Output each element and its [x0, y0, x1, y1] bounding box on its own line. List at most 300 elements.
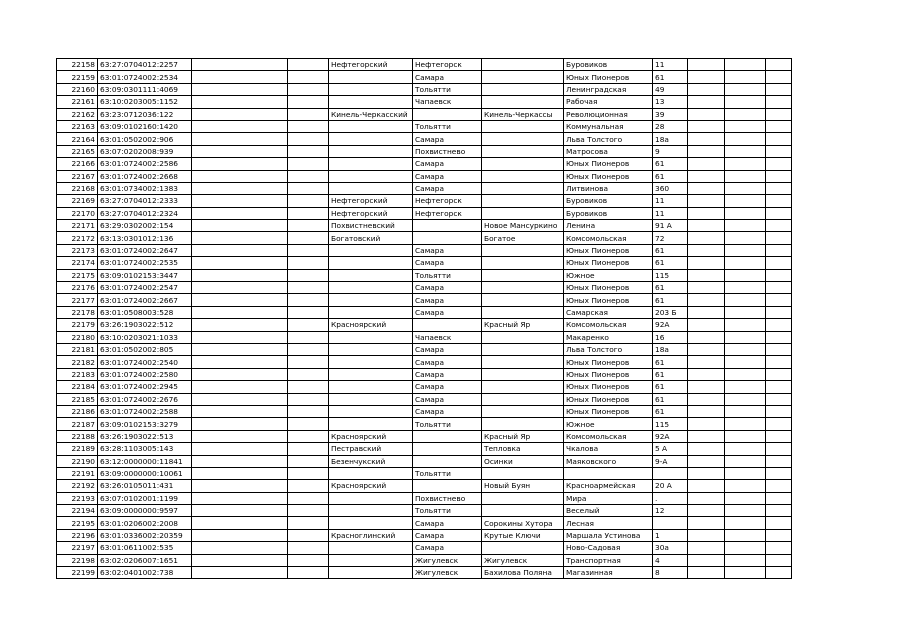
- cadastral-number-cell: 63:13:0301012:136: [98, 232, 192, 244]
- col-d-cell: [288, 542, 329, 554]
- settlement-cell: [482, 331, 564, 343]
- col-c-cell: [192, 418, 288, 430]
- col-d-cell: [288, 96, 329, 108]
- col-l-cell: [766, 393, 792, 405]
- street-cell: Революционная: [564, 108, 653, 120]
- house-cell: 11: [653, 195, 688, 207]
- table-row: [57, 405, 792, 417]
- district-cell: Красноярский: [329, 480, 413, 492]
- table-row: [57, 529, 792, 541]
- street-cell: Юных Пионеров: [564, 368, 653, 380]
- col-l-cell: [766, 381, 792, 393]
- col-d-cell: [288, 59, 329, 71]
- street-cell: Юных Пионеров: [564, 294, 653, 306]
- settlement-cell: [482, 133, 564, 145]
- house-cell: 28: [653, 120, 688, 132]
- table-row: [57, 480, 792, 492]
- col-j-cell: [688, 294, 725, 306]
- cadastral-number-cell: 63:27:0704012:2333: [98, 195, 192, 207]
- district-cell: [329, 405, 413, 417]
- city-cell: Самара: [413, 306, 482, 318]
- city-cell: Нефтегорск: [413, 195, 482, 207]
- settlement-cell: Красный Яр: [482, 319, 564, 331]
- col-j-cell: [688, 282, 725, 294]
- cadastral-number-cell: 63:01:0734002:1383: [98, 182, 192, 194]
- row-number-cell: 22185: [57, 393, 98, 405]
- house-cell: 5 А: [653, 443, 688, 455]
- col-k-cell: [725, 529, 766, 541]
- col-j-cell: [688, 71, 725, 83]
- col-c-cell: [192, 170, 288, 182]
- col-k-cell: [725, 405, 766, 417]
- col-k-cell: [725, 418, 766, 430]
- col-c-cell: [192, 306, 288, 318]
- col-d-cell: [288, 170, 329, 182]
- col-c-cell: [192, 480, 288, 492]
- house-cell: 61: [653, 405, 688, 417]
- cadastral-number-cell: 63:01:0724002:2535: [98, 257, 192, 269]
- house-cell: 12: [653, 505, 688, 517]
- col-c-cell: [192, 505, 288, 517]
- city-cell: Самара: [413, 257, 482, 269]
- city-cell: Тольятти: [413, 269, 482, 281]
- col-j-cell: [688, 467, 725, 479]
- cadastral-number-cell: 63:09:0000000:10061: [98, 467, 192, 479]
- row-number-cell: 22168: [57, 182, 98, 194]
- col-k-cell: [725, 232, 766, 244]
- row-number-cell: 22172: [57, 232, 98, 244]
- district-cell: [329, 182, 413, 194]
- cadastral-number-cell: 63:01:0611002:535: [98, 542, 192, 554]
- street-cell: Транспортная: [564, 554, 653, 566]
- col-l-cell: [766, 505, 792, 517]
- district-cell: [329, 517, 413, 529]
- col-l-cell: [766, 542, 792, 554]
- col-c-cell: [192, 244, 288, 256]
- house-cell: 1: [653, 529, 688, 541]
- col-d-cell: [288, 480, 329, 492]
- col-c-cell: [192, 59, 288, 71]
- col-d-cell: [288, 207, 329, 219]
- house-cell: 39: [653, 108, 688, 120]
- col-l-cell: [766, 529, 792, 541]
- col-l-cell: [766, 455, 792, 467]
- row-number-cell: 22170: [57, 207, 98, 219]
- house-cell: 16: [653, 331, 688, 343]
- settlement-cell: [482, 356, 564, 368]
- row-number-cell: 22182: [57, 356, 98, 368]
- district-cell: [329, 170, 413, 182]
- district-cell: [329, 393, 413, 405]
- col-d-cell: [288, 108, 329, 120]
- house-cell: 18а: [653, 343, 688, 355]
- district-cell: Красноглинский: [329, 529, 413, 541]
- city-cell: Нефтегорск: [413, 59, 482, 71]
- col-l-cell: [766, 59, 792, 71]
- district-cell: [329, 158, 413, 170]
- row-number-cell: 22181: [57, 343, 98, 355]
- district-cell: [329, 83, 413, 95]
- city-cell: Самара: [413, 244, 482, 256]
- settlement-cell: [482, 368, 564, 380]
- street-cell: Юных Пионеров: [564, 71, 653, 83]
- col-d-cell: [288, 220, 329, 232]
- district-cell: [329, 492, 413, 504]
- row-number-cell: 22194: [57, 505, 98, 517]
- city-cell: Самара: [413, 529, 482, 541]
- col-j-cell: [688, 517, 725, 529]
- col-j-cell: [688, 170, 725, 182]
- row-number-cell: 22179: [57, 319, 98, 331]
- col-c-cell: [192, 294, 288, 306]
- row-number-cell: 22189: [57, 443, 98, 455]
- settlement-cell: [482, 195, 564, 207]
- house-cell: 203 Б: [653, 306, 688, 318]
- col-l-cell: [766, 71, 792, 83]
- col-c-cell: [192, 257, 288, 269]
- col-k-cell: [725, 170, 766, 182]
- house-cell: 61: [653, 257, 688, 269]
- district-cell: Богатовский: [329, 232, 413, 244]
- settlement-cell: [482, 405, 564, 417]
- cadastral-number-cell: 63:10:0203005:1152: [98, 96, 192, 108]
- col-l-cell: [766, 467, 792, 479]
- settlement-cell: [482, 343, 564, 355]
- row-number-cell: 22184: [57, 381, 98, 393]
- col-j-cell: [688, 133, 725, 145]
- table-row: [57, 71, 792, 83]
- col-k-cell: [725, 83, 766, 95]
- city-cell: Самара: [413, 517, 482, 529]
- col-c-cell: [192, 120, 288, 132]
- city-cell: Нефтегорск: [413, 207, 482, 219]
- cadastral-number-cell: 63:01:0336002:20359: [98, 529, 192, 541]
- district-cell: [329, 306, 413, 318]
- row-number-cell: 22196: [57, 529, 98, 541]
- col-k-cell: [725, 133, 766, 145]
- col-l-cell: [766, 195, 792, 207]
- district-cell: [329, 554, 413, 566]
- col-k-cell: [725, 319, 766, 331]
- city-cell: [413, 232, 482, 244]
- col-d-cell: [288, 368, 329, 380]
- city-cell: [413, 430, 482, 442]
- city-cell: Жигулевск: [413, 567, 482, 579]
- district-cell: [329, 368, 413, 380]
- street-cell: Макаренко: [564, 331, 653, 343]
- cadastral-number-cell: 63:27:0704012:2257: [98, 59, 192, 71]
- settlement-cell: [482, 294, 564, 306]
- table-row: [57, 257, 792, 269]
- col-c-cell: [192, 405, 288, 417]
- house-cell: 8: [653, 567, 688, 579]
- cadastral-number-cell: 63:02:0206007:1651: [98, 554, 192, 566]
- district-cell: [329, 133, 413, 145]
- city-cell: [413, 455, 482, 467]
- street-cell: Лесная: [564, 517, 653, 529]
- col-j-cell: [688, 158, 725, 170]
- table-row: [57, 393, 792, 405]
- house-cell: 91 А: [653, 220, 688, 232]
- cadastral-number-cell: 63:26:1903022:513: [98, 430, 192, 442]
- col-l-cell: [766, 319, 792, 331]
- col-j-cell: [688, 418, 725, 430]
- col-c-cell: [192, 492, 288, 504]
- table-row: [57, 356, 792, 368]
- settlement-cell: [482, 393, 564, 405]
- col-l-cell: [766, 220, 792, 232]
- col-j-cell: [688, 542, 725, 554]
- table-row: [57, 133, 792, 145]
- house-cell: 61: [653, 381, 688, 393]
- row-number-cell: 22174: [57, 257, 98, 269]
- col-l-cell: [766, 170, 792, 182]
- house-cell: 20 А: [653, 480, 688, 492]
- col-d-cell: [288, 381, 329, 393]
- row-number-cell: 22171: [57, 220, 98, 232]
- cadastral-number-cell: 63:27:0704012:2324: [98, 207, 192, 219]
- district-cell: [329, 71, 413, 83]
- col-k-cell: [725, 96, 766, 108]
- col-c-cell: [192, 567, 288, 579]
- col-d-cell: [288, 133, 329, 145]
- house-cell: 9: [653, 145, 688, 157]
- col-l-cell: [766, 232, 792, 244]
- col-d-cell: [288, 195, 329, 207]
- settlement-cell: [482, 145, 564, 157]
- col-c-cell: [192, 443, 288, 455]
- row-number-cell: 22161: [57, 96, 98, 108]
- col-d-cell: [288, 492, 329, 504]
- house-cell: 30а: [653, 542, 688, 554]
- settlement-cell: [482, 306, 564, 318]
- col-k-cell: [725, 244, 766, 256]
- district-cell: [329, 145, 413, 157]
- street-cell: Магазинная: [564, 567, 653, 579]
- row-number-cell: 22165: [57, 145, 98, 157]
- house-cell: 115: [653, 418, 688, 430]
- street-cell: Матросова: [564, 145, 653, 157]
- col-l-cell: [766, 567, 792, 579]
- district-cell: [329, 294, 413, 306]
- city-cell: Чапаевск: [413, 96, 482, 108]
- cadastral-number-cell: 63:01:0724002:2580: [98, 368, 192, 380]
- cadastral-number-cell: 63:07:0202008:939: [98, 145, 192, 157]
- table-row: [57, 195, 792, 207]
- col-k-cell: [725, 207, 766, 219]
- settlement-cell: [482, 71, 564, 83]
- settlement-cell: [482, 59, 564, 71]
- cadastral-number-cell: 63:12:0000000:11841: [98, 455, 192, 467]
- city-cell: [413, 443, 482, 455]
- cadastral-number-cell: 63:01:0724002:2540: [98, 356, 192, 368]
- col-j-cell: [688, 83, 725, 95]
- col-j-cell: [688, 492, 725, 504]
- city-cell: Самара: [413, 356, 482, 368]
- col-j-cell: [688, 455, 725, 467]
- district-cell: [329, 282, 413, 294]
- col-k-cell: [725, 467, 766, 479]
- street-cell: Комсомольская: [564, 232, 653, 244]
- row-number-cell: 22188: [57, 430, 98, 442]
- col-l-cell: [766, 517, 792, 529]
- table-row: [57, 517, 792, 529]
- house-cell: 61: [653, 368, 688, 380]
- col-l-cell: [766, 306, 792, 318]
- row-number-cell: 22177: [57, 294, 98, 306]
- cadastral-number-cell: 63:01:0502002:906: [98, 133, 192, 145]
- col-l-cell: [766, 96, 792, 108]
- col-d-cell: [288, 343, 329, 355]
- table-row: [57, 567, 792, 579]
- district-cell: [329, 331, 413, 343]
- col-d-cell: [288, 455, 329, 467]
- city-cell: [413, 220, 482, 232]
- col-c-cell: [192, 554, 288, 566]
- cadastral-number-cell: 63:01:0724002:2668: [98, 170, 192, 182]
- street-cell: Литвинова: [564, 182, 653, 194]
- settlement-cell: [482, 542, 564, 554]
- house-cell: 11: [653, 207, 688, 219]
- table-row: [57, 232, 792, 244]
- col-d-cell: [288, 232, 329, 244]
- district-cell: [329, 120, 413, 132]
- col-l-cell: [766, 158, 792, 170]
- cadastral-number-cell: 63:09:0102153:3279: [98, 418, 192, 430]
- col-k-cell: [725, 182, 766, 194]
- table-row: [57, 59, 792, 71]
- cadastral-number-cell: 63:26:0105011:431: [98, 480, 192, 492]
- col-j-cell: [688, 554, 725, 566]
- row-number-cell: 22163: [57, 120, 98, 132]
- district-cell: [329, 269, 413, 281]
- cadastral-number-cell: 63:09:0102153:3447: [98, 269, 192, 281]
- col-c-cell: [192, 542, 288, 554]
- col-j-cell: [688, 480, 725, 492]
- district-cell: Нефтегорский: [329, 207, 413, 219]
- table-row: [57, 244, 792, 256]
- cadastral-number-cell: 63:01:0724002:2945: [98, 381, 192, 393]
- table-row: [57, 182, 792, 194]
- city-cell: Самара: [413, 542, 482, 554]
- col-d-cell: [288, 306, 329, 318]
- col-d-cell: [288, 319, 329, 331]
- cadastral-number-cell: 63:01:0502002:805: [98, 343, 192, 355]
- table-row: [57, 294, 792, 306]
- city-cell: Тольятти: [413, 418, 482, 430]
- street-cell: Буровиков: [564, 207, 653, 219]
- col-k-cell: [725, 492, 766, 504]
- col-l-cell: [766, 83, 792, 95]
- table-row: [57, 120, 792, 132]
- col-d-cell: [288, 269, 329, 281]
- table-row: [57, 220, 792, 232]
- col-k-cell: [725, 368, 766, 380]
- col-j-cell: [688, 96, 725, 108]
- street-cell: Юных Пионеров: [564, 244, 653, 256]
- col-k-cell: [725, 480, 766, 492]
- house-cell: 115: [653, 269, 688, 281]
- col-l-cell: [766, 368, 792, 380]
- col-c-cell: [192, 133, 288, 145]
- col-c-cell: [192, 269, 288, 281]
- street-cell: Льва Толстого: [564, 133, 653, 145]
- cadastral-number-cell: 63:07:0102001:1199: [98, 492, 192, 504]
- city-cell: Тольятти: [413, 120, 482, 132]
- district-cell: Красноярский: [329, 430, 413, 442]
- row-number-cell: 22159: [57, 71, 98, 83]
- row-number-cell: 22186: [57, 405, 98, 417]
- row-number-cell: 22199: [57, 567, 98, 579]
- table-row: [57, 542, 792, 554]
- col-l-cell: [766, 120, 792, 132]
- city-cell: Самара: [413, 368, 482, 380]
- district-cell: [329, 381, 413, 393]
- cadastral-number-cell: 63:09:0000000:9597: [98, 505, 192, 517]
- house-cell: 61: [653, 158, 688, 170]
- col-k-cell: [725, 59, 766, 71]
- city-cell: Чапаевск: [413, 331, 482, 343]
- col-l-cell: [766, 405, 792, 417]
- street-cell: [564, 467, 653, 479]
- col-d-cell: [288, 567, 329, 579]
- row-number-cell: 22160: [57, 83, 98, 95]
- cadastral-number-cell: 63:01:0724002:2534: [98, 71, 192, 83]
- settlement-cell: Новое Мансуркино: [482, 220, 564, 232]
- col-j-cell: [688, 393, 725, 405]
- house-cell: 61: [653, 282, 688, 294]
- street-cell: Комсомольская: [564, 319, 653, 331]
- settlement-cell: Осинки: [482, 455, 564, 467]
- row-number-cell: 22167: [57, 170, 98, 182]
- row-number-cell: 22193: [57, 492, 98, 504]
- col-j-cell: [688, 529, 725, 541]
- col-c-cell: [192, 282, 288, 294]
- district-cell: Нефтегорский: [329, 195, 413, 207]
- col-l-cell: [766, 269, 792, 281]
- col-l-cell: [766, 294, 792, 306]
- col-j-cell: [688, 244, 725, 256]
- row-number-cell: 22198: [57, 554, 98, 566]
- col-k-cell: [725, 120, 766, 132]
- col-d-cell: [288, 294, 329, 306]
- col-j-cell: [688, 381, 725, 393]
- col-c-cell: [192, 381, 288, 393]
- col-j-cell: [688, 319, 725, 331]
- col-c-cell: [192, 467, 288, 479]
- cadastral-number-cell: 63:10:0203021:1033: [98, 331, 192, 343]
- row-number-cell: 22195: [57, 517, 98, 529]
- settlement-cell: Жигулевск: [482, 554, 564, 566]
- table-row: [57, 418, 792, 430]
- district-cell: Безенчукский: [329, 455, 413, 467]
- street-cell: Льва Толстого: [564, 343, 653, 355]
- settlement-cell: Тепловка: [482, 443, 564, 455]
- street-cell: Юных Пионеров: [564, 170, 653, 182]
- cadastral-number-cell: 63:02:0401002:738: [98, 567, 192, 579]
- street-cell: Маяковского: [564, 455, 653, 467]
- street-cell: Ленинградская: [564, 83, 653, 95]
- settlement-cell: [482, 182, 564, 194]
- house-cell: 360: [653, 182, 688, 194]
- col-l-cell: [766, 207, 792, 219]
- row-number-cell: 22169: [57, 195, 98, 207]
- row-number-cell: 22191: [57, 467, 98, 479]
- table-row: [57, 96, 792, 108]
- street-cell: Ново-Садовая: [564, 542, 653, 554]
- city-cell: Самара: [413, 381, 482, 393]
- col-k-cell: [725, 269, 766, 281]
